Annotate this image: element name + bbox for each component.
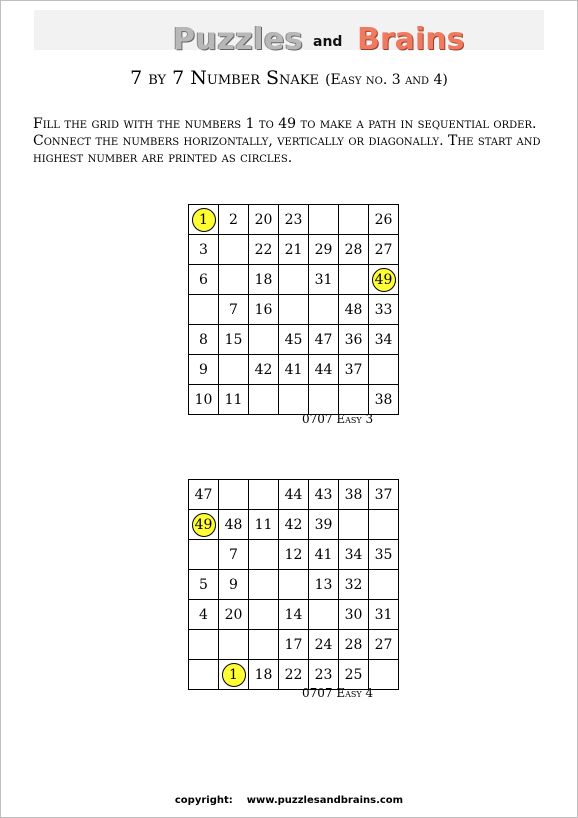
grid-row bbox=[189, 325, 399, 355]
cell-number: 12 bbox=[284, 546, 303, 563]
circled-number: 1 bbox=[222, 663, 246, 687]
grid-cell[interactable] bbox=[249, 295, 279, 325]
cell-number: 31 bbox=[314, 271, 333, 288]
grid-cell[interactable] bbox=[249, 570, 279, 600]
title-main: 7 by 7 Number Snake bbox=[130, 67, 320, 89]
grid-cell[interactable] bbox=[249, 355, 279, 385]
grid-cell[interactable] bbox=[249, 510, 279, 540]
cell-number: 18 bbox=[254, 666, 273, 683]
grid-cell[interactable] bbox=[279, 660, 309, 690]
cell-number: 41 bbox=[284, 361, 303, 378]
cell-number: 21 bbox=[284, 241, 303, 258]
grid-cell[interactable] bbox=[249, 660, 279, 690]
grid-cell[interactable] bbox=[339, 660, 369, 690]
cell-number: 34 bbox=[344, 546, 363, 563]
grid-cell[interactable] bbox=[219, 540, 249, 570]
grid-cell[interactable] bbox=[309, 205, 339, 235]
grid-cell[interactable] bbox=[189, 510, 219, 540]
copyright-label: copyright: bbox=[174, 795, 233, 806]
cell-number: 37 bbox=[374, 486, 393, 503]
website-url[interactable]: www.puzzlesandbrains.com bbox=[246, 795, 404, 806]
cell-number: 38 bbox=[344, 486, 363, 503]
grid-row bbox=[189, 510, 399, 540]
cell-number: 13 bbox=[314, 576, 333, 593]
grid-cell[interactable] bbox=[219, 385, 249, 415]
grid-cell[interactable] bbox=[309, 235, 339, 265]
grid-cell[interactable] bbox=[219, 325, 249, 355]
grid-cell[interactable] bbox=[369, 660, 399, 690]
cell-number: 35 bbox=[374, 546, 393, 563]
grid-cell[interactable] bbox=[309, 510, 339, 540]
cell-number: 38 bbox=[374, 391, 393, 408]
grid-cell[interactable] bbox=[369, 630, 399, 660]
grid-cell[interactable] bbox=[219, 660, 249, 690]
grid-cell[interactable] bbox=[189, 630, 219, 660]
grid-cell[interactable] bbox=[219, 295, 249, 325]
grid-cell[interactable] bbox=[369, 235, 399, 265]
header-banner bbox=[34, 10, 544, 57]
cell-number: 6 bbox=[199, 271, 208, 288]
grid-row bbox=[189, 570, 399, 600]
grid-cell[interactable] bbox=[219, 630, 249, 660]
grid-cell[interactable] bbox=[219, 235, 249, 265]
grid-cell[interactable] bbox=[219, 600, 249, 630]
grid-cell[interactable] bbox=[189, 385, 219, 415]
grid-cell[interactable] bbox=[249, 235, 279, 265]
cell-number: 48 bbox=[344, 301, 363, 318]
cell-number: 7 bbox=[229, 301, 238, 318]
cell-number: 28 bbox=[344, 241, 363, 258]
grid-cell[interactable] bbox=[219, 510, 249, 540]
grid-cell[interactable] bbox=[369, 325, 399, 355]
grid-cell[interactable] bbox=[369, 205, 399, 235]
puzzle-grid-2 bbox=[188, 479, 399, 690]
grid-cell[interactable] bbox=[339, 510, 369, 540]
grid-cell[interactable] bbox=[279, 355, 309, 385]
cell-number: 2 bbox=[229, 211, 238, 228]
grid-cell[interactable] bbox=[189, 205, 219, 235]
grid-row bbox=[189, 540, 399, 570]
grid-cell[interactable] bbox=[309, 265, 339, 295]
grid-cell[interactable] bbox=[279, 205, 309, 235]
grid-row bbox=[189, 600, 399, 630]
grid-cell[interactable] bbox=[219, 205, 249, 235]
cell-number: 37 bbox=[344, 361, 363, 378]
grid-cell[interactable] bbox=[219, 480, 249, 510]
grid-cell[interactable] bbox=[249, 325, 279, 355]
grid-cell[interactable] bbox=[189, 235, 219, 265]
circled-number: 1 bbox=[192, 208, 216, 232]
cell-number: 34 bbox=[374, 331, 393, 348]
grid-cell[interactable] bbox=[249, 630, 279, 660]
cell-number: 8 bbox=[199, 331, 208, 348]
grid-cell[interactable] bbox=[309, 295, 339, 325]
cell-number: 47 bbox=[194, 486, 213, 503]
cell-number: 24 bbox=[314, 636, 333, 653]
page-title bbox=[0, 65, 578, 93]
cell-number: 48 bbox=[224, 516, 243, 533]
grid-cell[interactable] bbox=[309, 540, 339, 570]
grid-cell[interactable] bbox=[369, 510, 399, 540]
grid-cell[interactable] bbox=[279, 600, 309, 630]
grid-row bbox=[189, 205, 399, 235]
grid-cell[interactable] bbox=[339, 355, 369, 385]
grid-cell[interactable] bbox=[249, 265, 279, 295]
grid-cell[interactable] bbox=[219, 265, 249, 295]
cell-number: 44 bbox=[284, 486, 303, 503]
grid-cell[interactable] bbox=[309, 660, 339, 690]
grid-cell[interactable] bbox=[249, 480, 279, 510]
grid-cell[interactable] bbox=[339, 570, 369, 600]
grid-cell[interactable] bbox=[339, 325, 369, 355]
cell-number: 36 bbox=[344, 331, 363, 348]
title-sub: (Easy no. 3 and 4) bbox=[325, 72, 448, 88]
cell-number: 26 bbox=[374, 211, 393, 228]
grid-cell[interactable] bbox=[339, 265, 369, 295]
cell-number: 11 bbox=[224, 391, 243, 408]
cell-number: 31 bbox=[374, 606, 393, 623]
grid-cell[interactable] bbox=[189, 570, 219, 600]
grid-cell[interactable] bbox=[369, 600, 399, 630]
cell-number: 41 bbox=[314, 546, 333, 563]
cell-number: 45 bbox=[284, 331, 303, 348]
grid-cell[interactable] bbox=[279, 295, 309, 325]
cell-number: 23 bbox=[314, 666, 333, 683]
grid-cell[interactable] bbox=[369, 480, 399, 510]
cell-number: 28 bbox=[344, 636, 363, 653]
grid-cell[interactable] bbox=[309, 385, 339, 415]
cell-number: 39 bbox=[314, 516, 333, 533]
grid-cell[interactable] bbox=[339, 295, 369, 325]
grid-cell[interactable] bbox=[339, 205, 369, 235]
grid-cell[interactable] bbox=[339, 600, 369, 630]
grid-row bbox=[189, 480, 399, 510]
grid-cell[interactable] bbox=[339, 630, 369, 660]
grid-cell[interactable] bbox=[339, 480, 369, 510]
cell-number: 22 bbox=[254, 241, 273, 258]
cell-number: 29 bbox=[314, 241, 333, 258]
cell-number: 25 bbox=[344, 666, 363, 683]
footer bbox=[0, 795, 578, 806]
cell-number: 20 bbox=[224, 606, 243, 623]
grid-cell[interactable] bbox=[309, 355, 339, 385]
grid-cell[interactable] bbox=[279, 480, 309, 510]
grid-cell[interactable] bbox=[249, 205, 279, 235]
grid-cell[interactable] bbox=[279, 570, 309, 600]
puzzle-caption-2: 0707 Easy 4 bbox=[302, 686, 374, 700]
cell-number: 43 bbox=[314, 486, 333, 503]
grid-cell[interactable] bbox=[309, 600, 339, 630]
cell-number: 15 bbox=[224, 331, 243, 348]
grid-cell[interactable] bbox=[369, 385, 399, 415]
grid-cell[interactable] bbox=[249, 600, 279, 630]
grid-cell[interactable] bbox=[309, 630, 339, 660]
cell-number: 32 bbox=[344, 576, 363, 593]
grid-cell[interactable] bbox=[309, 480, 339, 510]
grid-cell[interactable] bbox=[279, 385, 309, 415]
puzzle-caption-1: 0707 Easy 3 bbox=[302, 412, 374, 426]
grid-cell[interactable] bbox=[189, 325, 219, 355]
grid-cell[interactable] bbox=[279, 235, 309, 265]
grid-cell[interactable] bbox=[189, 355, 219, 385]
logo-puzzles: Puzzles bbox=[173, 22, 304, 57]
grid-cell[interactable] bbox=[249, 385, 279, 415]
grid-cell[interactable] bbox=[369, 295, 399, 325]
grid-cell[interactable] bbox=[339, 385, 369, 415]
cell-number: 9 bbox=[229, 576, 238, 593]
grid-row bbox=[189, 265, 399, 295]
cell-number: 4 bbox=[199, 606, 208, 623]
grid-row bbox=[189, 385, 399, 415]
cell-number: 42 bbox=[284, 516, 303, 533]
puzzle-grid-1 bbox=[188, 204, 399, 415]
circled-number: 49 bbox=[192, 513, 216, 537]
cell-number: 18 bbox=[254, 271, 273, 288]
grid-row bbox=[189, 235, 399, 265]
grid-row bbox=[189, 295, 399, 325]
grid-cell[interactable] bbox=[219, 355, 249, 385]
grid-cell[interactable] bbox=[189, 480, 219, 510]
cell-number: 17 bbox=[284, 636, 303, 653]
grid-cell[interactable] bbox=[309, 325, 339, 355]
logo-and: and bbox=[313, 34, 343, 50]
grid-cell[interactable] bbox=[309, 570, 339, 600]
grid-cell[interactable] bbox=[279, 510, 309, 540]
cell-number: 30 bbox=[344, 606, 363, 623]
grid-cell[interactable] bbox=[279, 265, 309, 295]
grid-row bbox=[189, 660, 399, 690]
cell-number: 44 bbox=[314, 361, 333, 378]
cell-number: 7 bbox=[229, 546, 238, 563]
grid-cell[interactable] bbox=[189, 265, 219, 295]
grid-cell[interactable] bbox=[369, 540, 399, 570]
grid-cell[interactable] bbox=[249, 540, 279, 570]
instructions: Fill the grid with the numbers 1 to 49 to make a path in sequential order. Connect the numbers horizontally, vertically or diagonally. The start and highest number are printed as circles. bbox=[33, 116, 541, 166]
cell-number: 33 bbox=[374, 301, 393, 318]
cell-number: 27 bbox=[374, 241, 393, 258]
grid-cell[interactable] bbox=[189, 600, 219, 630]
cell-number: 10 bbox=[194, 391, 213, 408]
grid-cell[interactable] bbox=[279, 540, 309, 570]
grid-row bbox=[189, 630, 399, 660]
grid-cell[interactable] bbox=[339, 540, 369, 570]
grid-cell[interactable] bbox=[189, 540, 219, 570]
grid-cell[interactable] bbox=[189, 660, 219, 690]
cell-number: 20 bbox=[254, 211, 273, 228]
cell-number: 11 bbox=[254, 516, 273, 533]
cell-number: 9 bbox=[199, 361, 208, 378]
cell-number: 14 bbox=[284, 606, 303, 623]
cell-number: 27 bbox=[374, 636, 393, 653]
cell-number: 42 bbox=[254, 361, 273, 378]
grid-row bbox=[189, 355, 399, 385]
grid-cell[interactable] bbox=[369, 570, 399, 600]
grid-cell[interactable] bbox=[219, 570, 249, 600]
cell-number: 22 bbox=[284, 666, 303, 683]
grid-cell[interactable] bbox=[279, 630, 309, 660]
cell-number: 3 bbox=[199, 241, 208, 258]
grid-cell[interactable] bbox=[339, 235, 369, 265]
grid-cell[interactable] bbox=[369, 355, 399, 385]
cell-number: 47 bbox=[314, 331, 333, 348]
grid-cell[interactable] bbox=[189, 295, 219, 325]
grid-cell[interactable] bbox=[369, 265, 399, 295]
grid-cell[interactable] bbox=[279, 325, 309, 355]
cell-number: 16 bbox=[254, 301, 273, 318]
cell-number: 5 bbox=[199, 576, 208, 593]
logo-brains: Brains bbox=[357, 22, 465, 57]
cell-number: 23 bbox=[284, 211, 303, 228]
circled-number: 49 bbox=[372, 268, 396, 292]
